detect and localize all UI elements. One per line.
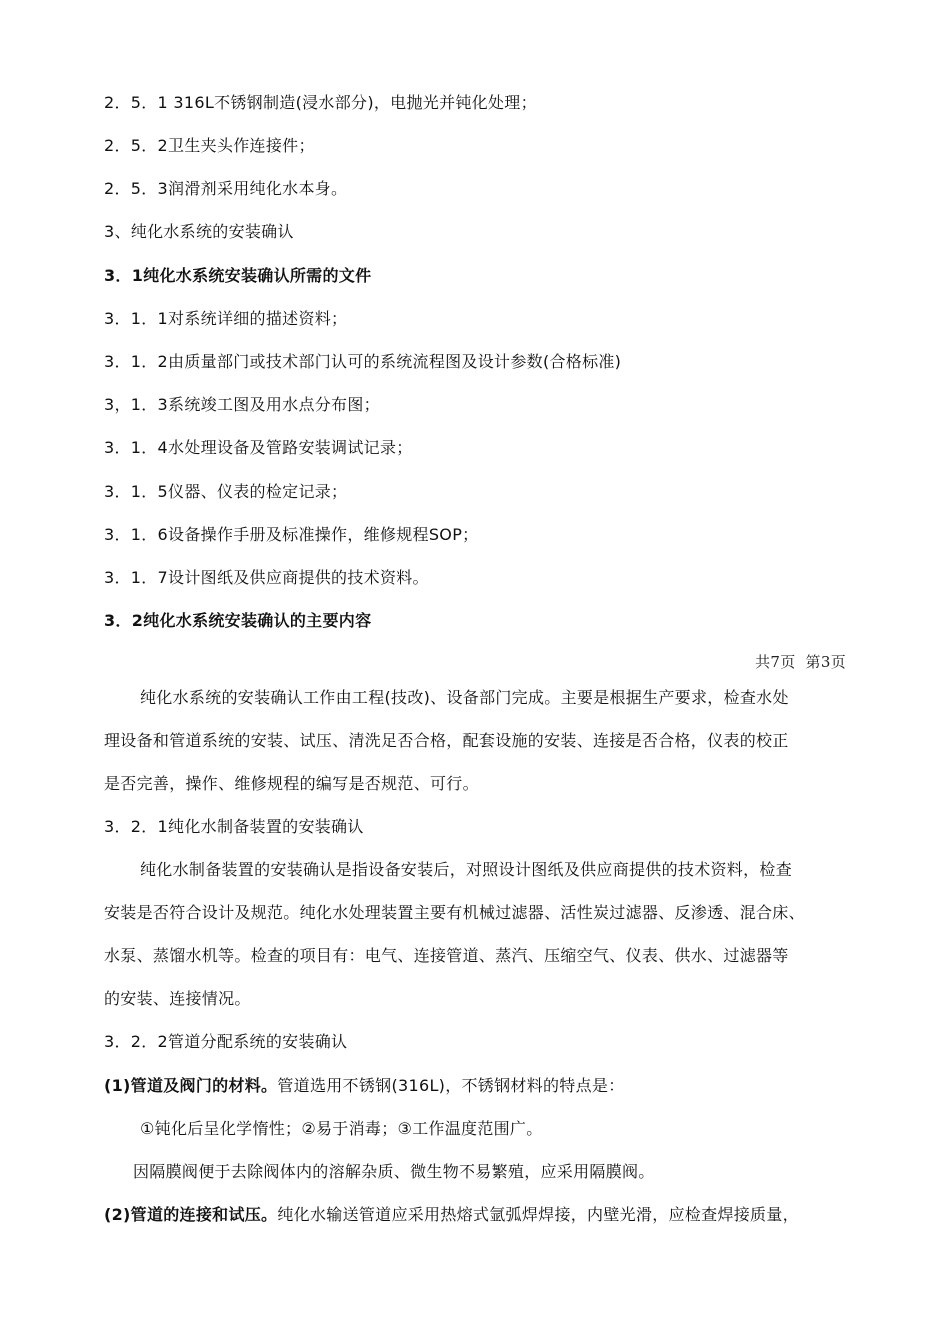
paragraph-1-line-2: 理设备和管道系统的安装、试压、清洗足否合格，配套设施的安装、连接是否合格，仪表的校正 [104,731,789,750]
page-footer [755,651,846,673]
paragraph-2-line-3: 水泵、蒸馏水机等。检查的项目有：电气、连接管道、蒸汽、压缩空气、仪表、供水、过滤器等 [104,946,789,965]
heading-3-2-2: 3．2．2管道分配系统的安装确认 [104,1032,348,1051]
heading-3-1: 3．1纯化水系统安装确认所需的文件 [104,266,372,285]
paragraph-1-line-3: 是否完善，操作、维修规程的编写是否规范、可行。 [104,774,479,793]
paragraph-2-line-1: 纯化水制备装置的安装确认是指设备安装后，对照设计图纸及供应商提供的技术资料，检查 [140,860,793,879]
item-2 [104,1203,799,1227]
item-2-title: (2)管道的连接和试压。 [104,1205,278,1224]
item-1 [104,1074,625,1098]
item-1-text: 管道选用不锈钢(316L)，不锈钢材料的特点是： [277,1076,625,1095]
section-2-5-3: 2．5．3润滑剂采用纯化水本身。 [104,179,348,198]
heading-3-2: 3．2纯化水系统安装确认的主要内容 [104,611,372,630]
heading-3: 3、纯化水系统的安装确认 [104,222,294,241]
section-3-1-7: 3．1．7设计图纸及供应商提供的技术资料。 [104,568,429,587]
item-1-points: ①钝化后呈化学惰性；②易于消毒；③工作温度范围广。 [140,1119,543,1138]
paragraph-1-line-1: 纯化水系统的安装确认工作由工程(技改)、设备部门完成。主要是根据生产要求，检查水处 [140,688,789,707]
section-3-1-1: 3．1．1对系统详细的描述资料； [104,309,348,328]
page-total: 共7页 [755,653,796,671]
section-2-5-2: 2．5．2卫生夹头作连接件； [104,136,315,155]
section-3-1-4: 3．1．4水处理设备及管路安装调试记录； [104,438,413,457]
section-3-1-5: 3．1．5仪器、仪表的检定记录； [104,482,348,501]
section-3-1-6: 3．1．6设备操作手册及标准操作，维修规程SOP； [104,525,479,544]
section-2-5-1: 2．5．1 316L不锈钢制造(浸水部分)，电抛光并钝化处理； [104,93,537,112]
heading-3-2-1: 3．2．1纯化水制备装置的安装确认 [104,817,364,836]
section-3-1-2: 3．1．2由质量部门或技术部门认可的系统流程图及设计参数(合格标准) [104,352,622,371]
item-2-text: 纯化水输送管道应采用热熔式氩弧焊焊接，内壁光滑，应检查焊接质量， [277,1205,799,1224]
paragraph-2-line-2: 安装是否符合设计及规范。纯化水处理装置主要有机械过滤器、活性炭过滤器、反渗透、混合床、 [104,903,805,922]
page-current: 第3页 [805,653,846,671]
section-3-1-3: 3，1．3系统竣工图及用水点分布图； [104,395,380,414]
item-1-note: 因隔膜阀便于去除阀体内的溶解杂质、微生物不易繁殖，应采用隔膜阀。 [133,1162,655,1181]
item-1-title: (1)管道及阀门的材料。 [104,1076,278,1095]
paragraph-2-line-4: 的安装、连接情况。 [104,989,251,1008]
